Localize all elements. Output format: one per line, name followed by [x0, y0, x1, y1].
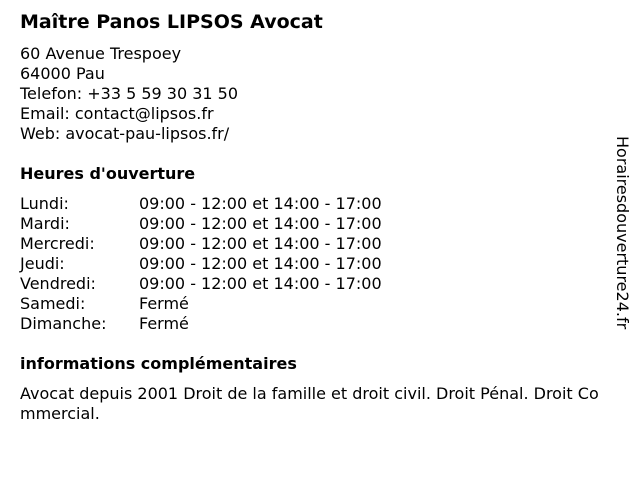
day-label: Dimanche: — [20, 314, 107, 333]
day-hours: 09:00 - 12:00 et 14:00 - 17:00 — [139, 234, 382, 253]
business-name: Maître Panos LIPSOS Avocat — [20, 11, 323, 33]
day-label: Mercredi: — [20, 234, 95, 253]
day-hours: Fermé — [139, 294, 189, 313]
day-hours: 09:00 - 12:00 et 14:00 - 17:00 — [139, 254, 382, 273]
hours-heading: Heures d'ouverture — [20, 164, 196, 183]
info-heading: informations complémentaires — [20, 354, 297, 373]
day-label: Lundi: — [20, 194, 69, 213]
day-hours: Fermé — [139, 314, 189, 333]
info-description: Avocat depuis 2001 Droit de la famille et droit civil. Droit Pénal. Droit Commercial. — [20, 384, 599, 423]
web-text: Web: avocat-pau-lipsos.fr/ — [20, 124, 230, 143]
day-label: Jeudi: — [20, 254, 65, 273]
day-hours: 09:00 - 12:00 et 14:00 - 17:00 — [139, 194, 382, 213]
address-line-2: 64000 Pau — [20, 64, 105, 83]
email-text: Email: contact@lipsos.fr — [20, 104, 214, 123]
day-label: Mardi: — [20, 214, 70, 233]
day-label: Samedi: — [20, 294, 86, 313]
day-hours: 09:00 - 12:00 et 14:00 - 17:00 — [139, 214, 382, 233]
address-line-1: 60 Avenue Trespoey — [20, 44, 182, 63]
day-hours: 09:00 - 12:00 et 14:00 - 17:00 — [139, 274, 382, 293]
contact-block — [20, 44, 238, 144]
day-label: Vendredi: — [20, 274, 96, 293]
phone-text: Telefon: +33 5 59 30 31 50 — [20, 84, 239, 103]
site-watermark: Horairesdouverture24.fr — [613, 136, 632, 330]
